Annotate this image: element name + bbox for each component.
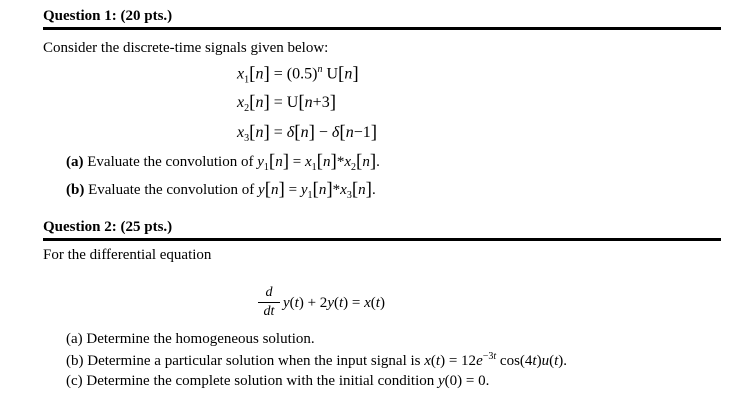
question-2-title: Question 2: (25 pts.): [43, 219, 173, 235]
part-b-text: Evaluate the convolution of: [88, 182, 255, 198]
question-2-intro: For the differential equation: [43, 247, 212, 263]
part-b-label: (b): [66, 182, 85, 198]
question-1-rule: [43, 27, 721, 30]
question-2-rule: [43, 238, 721, 241]
question-1-title: Question 1: (20 pts.): [43, 8, 173, 24]
part-a-label: (a): [66, 154, 84, 170]
question-2-part-c: (c) Determine the complete solution with the initial condition y(0) = 0.: [66, 373, 490, 389]
question-1-part-b: (b) Evaluate the convolution of $y[n] = y_1[n]*x_3[n]$.: [66, 179, 376, 201]
question-2-part-b: (b) Determine a particular solution when the input signal is $x(t) = 12e^{-3t}$ cos(4t)u(t).: [66, 351, 567, 369]
question-1-part-a: (a) Evaluate the convolution of $y_1[n] = x_1[n]*x_2[n]$.: [66, 151, 380, 173]
question-2-part-a: (a) Determine the homogeneous solution.: [66, 331, 315, 347]
differential-equation: y(t) + 2y(t) = x(t): [283, 295, 385, 311]
part-b-text-2: (b) Determine a particular solution when the input signal is: [66, 353, 421, 369]
equation-x1: $x_1[n] = (0.5)^n$ U[n]: [237, 63, 359, 86]
derivative-fraction: $\frac{d}{dt}$: [258, 285, 280, 320]
equation-x2: $x_2[n] = U[n+3]$: [237, 92, 337, 115]
question-1-intro: Consider the discrete-time signals given below:: [43, 40, 329, 56]
part-c-text: (c) Determine the complete solution with the initial condition: [66, 373, 435, 389]
equation-x3: $x_3[n] = \delta[n] - \delta[n-1]$: [237, 122, 378, 145]
part-a-text: Evaluate the convolution of: [87, 154, 254, 170]
